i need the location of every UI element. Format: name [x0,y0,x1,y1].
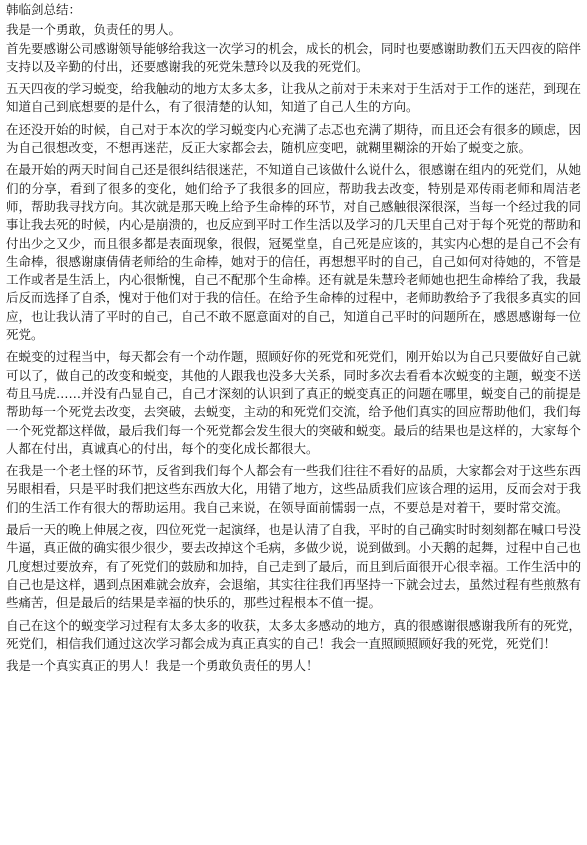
paragraph-transformation-process: 在蜕变的过程当中，每天都会有一个动作题，照顾好你的死党和死党们，刚开始以为自己只要做好自己就可以了，做自己的改变和蜕变，其他的人跟我也没多大关系，同时多次去看看本次蜕变的主题，蜕变不送苟且马虎……并没有凸显自己，自己才深刻的认识到了真正的蜕变真正的问题在哪里，蜕变自己的前提是帮助每一个死党去改变，去突破，去蜕变，主动的和死党们交流，给予他们真实的回应帮助他们，我们每一个死党都这样做，最后我们每一个死党都会发生很大的突破和蜕变。最后的结果也是这样的，大家每个人都在付出，真诚真心的付出，每个的变化成长都很大。 [6,349,582,456]
paragraph-five-days: 五天四夜的学习蜕变，给我触动的地方太多太多，让我从之前对于未来对于生活对于工作的迷茫，到现在知道自己到底想要的是什么，有了很清楚的认知，知道了自己人生的方向。 [6,81,582,115]
paragraph-before-start: 在还没开始的时候，自己对于本次的学习蜕变内心充满了忐忑也充满了期待，而且还会有很多的顾虑，因为自己很想改变，不想再迷茫，反正大家都会去，随机应变吧，就糊里糊涂的开始了蜕变之旅。 [6,121,582,156]
paragraph-closing: 我是一个真实真正的男人！我是一个勇敢负责任的男人！ [6,658,319,674]
paragraph-last-night: 最后一天的晚上伸展之夜，四位死党一起演绎，也是认清了自我，平时的自己确实时时刻刻都在喊口号没牛逼，真正做的确实很少很少，要去改掉这个毛病，多做少说，说到做到。小天鹅的起舞，过程中自己也几度想过要放弃，有了死党们的鼓励和加持，自己走到了最后，而且到后面很开心很幸福。工作生活中的自己也是这样，遇到点困难就会放弃，会退缩，其实往往我们再坚持一下就会过去，虽然过程有些煎熬有些痛苦，但是最后的结果是幸福的快乐的，那些过程根本不值一提。 [6,522,582,611]
paragraph-first-two-days: 在最开始的两天时间自己还是很纠结很迷茫，不知道自己该做什么说什么，很感谢在组内的死党们，从她们的分享，看到了很多的变化，她们给予了我很多的回应，帮助我去改变，特别是邓传雨老师和周洁老师，帮助我寻找方向。其次就是那天晚上给予生命棒的环节，对自己感触很深很深，当每一个经过我的同事让我去死的时候，内心是崩溃的，也反应到平时工作生活以及学习的几天里自己对于每个死党的帮助和付出少之又少，而且很多都是表面现象，很假，冠冕堂皇，自己死是应该的，其实内心想的是自己不会有生命棒，很感谢康倩倩老师给的生命棒，她对于的信任，再想想平时的自己，自己如何对待她的，不管是工作或者是生活上，内心很惭愧，自己不配那个生命棒。还有就是朱慧玲老师她也把生命棒给了我，我最后反而选择了自杀，愧对于他们对于我的信任。在给予生命棒的过程中，老师助教给予了我很多真实的回应，也让我认清了平时的自己，自己不敢不愿意面对的自己，知道自己平时的问题所在，感恩感谢每一位死党。 [6,162,582,343]
paragraph-gains: 自己在这个的蜕变学习过程有太多太多的收获，太多太多感动的地方，真的很感谢很感谢我所有的死党，死党们，相信我们通过这次学习都会成为真正真实的自己！我会一直照顾照顾好我的死党，死党们！ [6,617,582,651]
paragraph-old-monster: 在我是一个老土怪的环节，反省到我们每个人都会有一些我们往往不看好的品质，大家都会对于这些东西另眼相看，只是平时我们把这些东西放大化，用错了地方，这些品质我们应该合理的运用，反而会对于我们的生活工作有很大的帮助运用。我自己来说，在领导面前懦弱一点，不要总是对着干，要时常交流。 [6,463,582,515]
paragraph-thanks: 首先要感谢公司感谢领导能够给我这一次学习的机会，成长的机会，同时也要感谢助教们五天四夜的陪伴支持以及辛勤的付出，还要感谢我的死党朱慧玲以及我的死党们。 [6,40,582,74]
document-title: 韩临剑总结： [6,2,82,17]
paragraph-motto: 我是一个勇敢，负责任的男人。 [6,22,182,38]
